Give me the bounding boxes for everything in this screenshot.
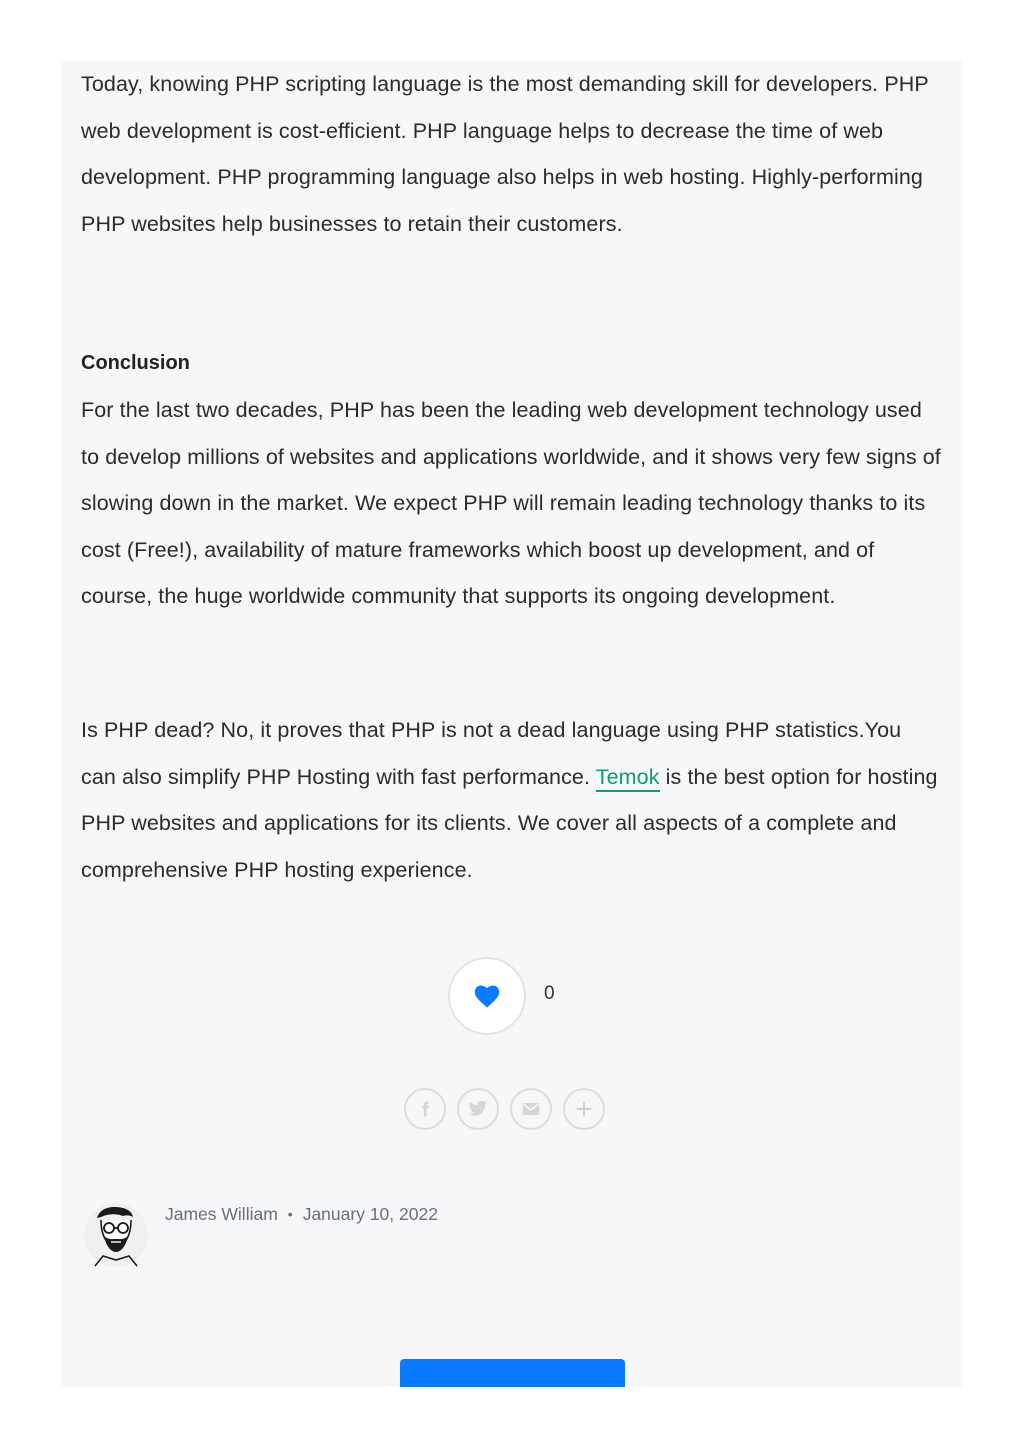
- email-share-button[interactable]: [510, 1088, 552, 1130]
- article-byline: [165, 1202, 438, 1226]
- facebook-icon: [416, 1100, 434, 1118]
- author-avatar-icon: [83, 1202, 149, 1268]
- like-count: 0: [544, 983, 555, 1004]
- article-paragraph: Today, knowing PHP scripting language is the most demanding skill for developers. PHP web development is cost-efficient. PHP language helps to decrease the time of web development. PHP programming language also helps in web hosting. Highly-performing PHP websites help businesses to retain their customers.: [81, 72, 929, 236]
- email-icon: [522, 1102, 540, 1116]
- more-share-button[interactable]: [563, 1088, 605, 1130]
- author-name[interactable]: James William: [165, 1204, 278, 1224]
- byline-separator: •: [287, 1206, 293, 1222]
- publish-date: January 10, 2022: [302, 1204, 438, 1224]
- article-card: [61, 61, 962, 1387]
- facebook-share-button[interactable]: [404, 1088, 446, 1130]
- article-paragraph: [81, 707, 941, 893]
- share-buttons: [404, 1088, 605, 1130]
- paragraph-text: is the best option for hosting PHP websites and applications for its clients. We cover all aspects of a complete and comprehensive PHP hosting experience.: [81, 764, 938, 882]
- plus-icon: [575, 1100, 593, 1118]
- paragraph-text: Is PHP dead? No, it proves that PHP is not a dead language using PHP statistics.You can also simplify PHP Hosting with fast performance.: [81, 718, 902, 789]
- primary-action-button[interactable]: [400, 1359, 625, 1387]
- twitter-icon: [468, 1100, 488, 1118]
- like-button[interactable]: [448, 957, 526, 1035]
- heart-icon: [473, 983, 501, 1009]
- author-avatar[interactable]: [83, 1202, 149, 1268]
- conclusion-heading: Conclusion: [81, 352, 190, 374]
- temok-link[interactable]: Temok: [596, 765, 660, 792]
- article-paragraph: For the last two decades, PHP has been the leading web development technology used to develop millions of websites and applications worldwide, and it shows very few signs of slowing down in the market. We expect PHP will remain leading technology thanks to its cost (Free!), availability of mature frameworks which boost up development, and of course, the huge worldwide community that supports its ongoing development.: [81, 398, 941, 608]
- twitter-share-button[interactable]: [457, 1088, 499, 1130]
